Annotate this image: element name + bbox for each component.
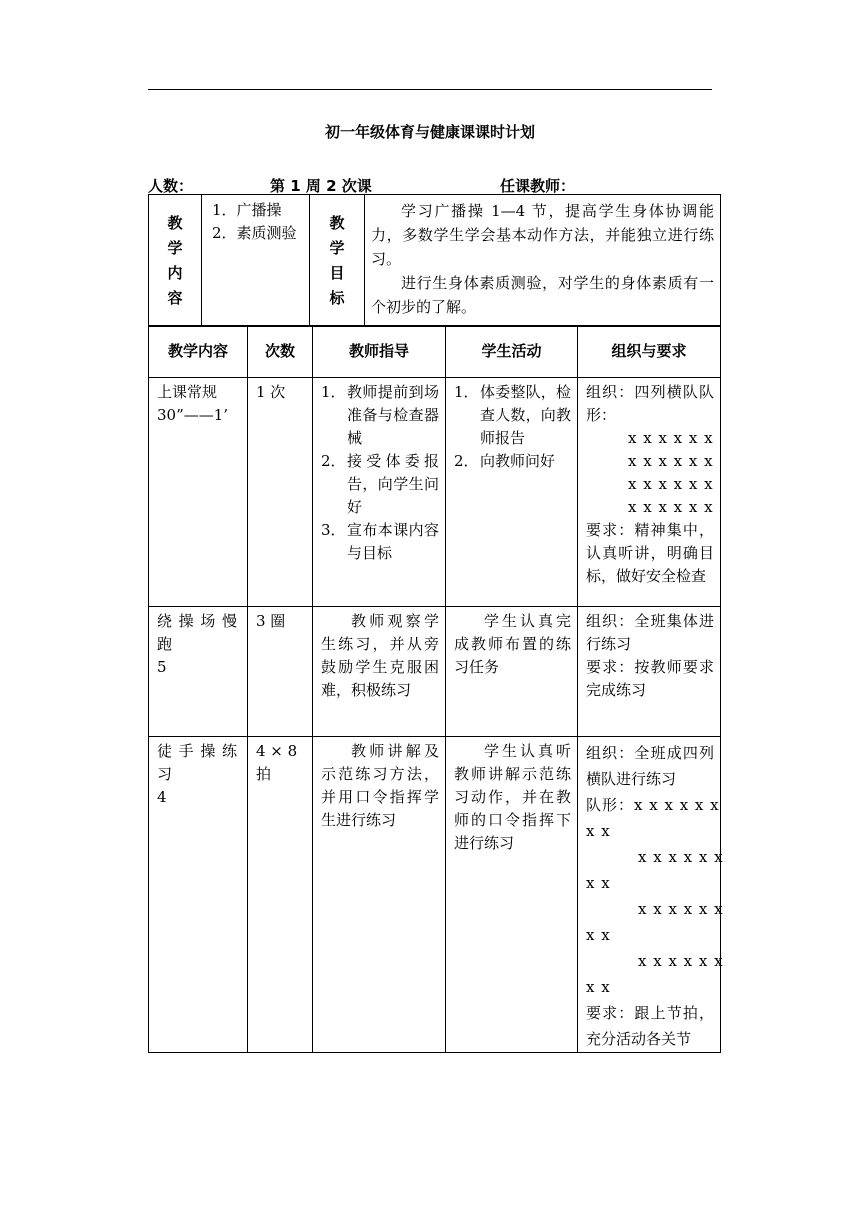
row-teacher: 教师观察学生练习，并从旁鼓励学生克服困难，积极练习 xyxy=(313,607,446,737)
row-content: 绕操场慢跑 5 xyxy=(149,607,248,737)
formation-row: x x x x x x xyxy=(628,429,714,447)
row-times: 1 次 xyxy=(248,378,313,607)
content-label: 教 学 内 容 xyxy=(149,195,202,327)
people-count-label: 人数： xyxy=(148,177,194,195)
row-organization: 组织：全班成四列横队进行练习 队形：x x x x x x x x x x x x x x x x x x x x x x x x x x x x x x x x 要求：跟上节拍，充分活动各关节 xyxy=(578,737,721,1053)
row-organization: 组织：全班集体进行练习 要求：按教师要求完成练习 xyxy=(578,607,721,737)
row-content: 上课常规 30”——1’ xyxy=(149,378,248,607)
objectives-table xyxy=(148,194,721,327)
page-title: 初一年级体育与健康课课时计划 xyxy=(324,123,535,141)
formation-row: x x x x x x xyxy=(634,796,720,814)
goal-text xyxy=(365,195,721,327)
goal-paragraph: 学习广播操 1—4 节，提高学生身体协调能力，多数学生学会基本动作方法，并能独立进行练习。 xyxy=(371,202,714,268)
row-times: 4 × 8 拍 xyxy=(248,737,313,1053)
table-row xyxy=(149,378,721,607)
row-teacher: 教师讲解及示范练习方法，并用口令指挥学生进行练习 xyxy=(313,737,446,1053)
row-times: 3 圈 xyxy=(248,607,313,737)
header-teacher: 教师指导 xyxy=(313,326,446,378)
table-row xyxy=(149,607,721,737)
header-student: 学生活动 xyxy=(446,326,578,378)
formation-row: x x xyxy=(586,978,611,996)
formation-row: x x x x x x xyxy=(638,900,724,918)
formation-row: x x x x x x xyxy=(628,452,714,470)
teacher-label: 任课教师： xyxy=(500,177,576,195)
formation-row: x x x x x x xyxy=(638,848,724,866)
content-list xyxy=(202,195,310,327)
formation-row: x x xyxy=(586,874,611,892)
row-content: 徒手操练习 4 xyxy=(149,737,248,1053)
row-student: 学生认真完成教师布置的练习任务 xyxy=(446,607,578,737)
content-item: 1．广播操 xyxy=(212,201,282,219)
formation-row: x x x x x x xyxy=(628,475,714,493)
header-organization: 组织与要求 xyxy=(578,326,721,378)
table-row xyxy=(149,737,721,1053)
header-content: 教学内容 xyxy=(149,326,248,378)
row-organization: 组织：四列横队队形： x x x x x x x x x x x x x x x x x x x x x x x x 要求：精神集中，认真听讲，明确目标，做好安全检查 xyxy=(578,378,721,607)
lesson-plan-table xyxy=(148,325,724,1053)
header-times: 次数 xyxy=(248,326,313,378)
goal-paragraph: 进行生身体素质测验，对学生的身体素质有一个初步的了解。 xyxy=(371,274,714,316)
formation-row: x x xyxy=(586,926,611,944)
lesson-number-label: 第 1 周 2 次课 xyxy=(270,177,372,195)
header-rule xyxy=(148,89,712,90)
table-header-row xyxy=(149,326,721,378)
row-student: 学生认真听教师讲解示范练习动作，并在教师的口令指挥下进行练习 xyxy=(446,737,578,1053)
row-student: 1． 体委整队，检查人数，向教师报告 2． 向教师问好 xyxy=(446,378,578,607)
content-item: 2．素质测验 xyxy=(212,224,297,242)
goal-label: 教 学 目 标 xyxy=(310,195,365,327)
row-teacher: 1． 教师提前到场准备与检查器械 2． 接受体委报告，向学生问好 3． 宣布本课内容与目标 xyxy=(313,378,446,607)
formation-row: x x xyxy=(586,822,611,840)
formation-row: x x x x x x xyxy=(628,498,714,516)
formation-row: x x x x x x xyxy=(638,952,724,970)
